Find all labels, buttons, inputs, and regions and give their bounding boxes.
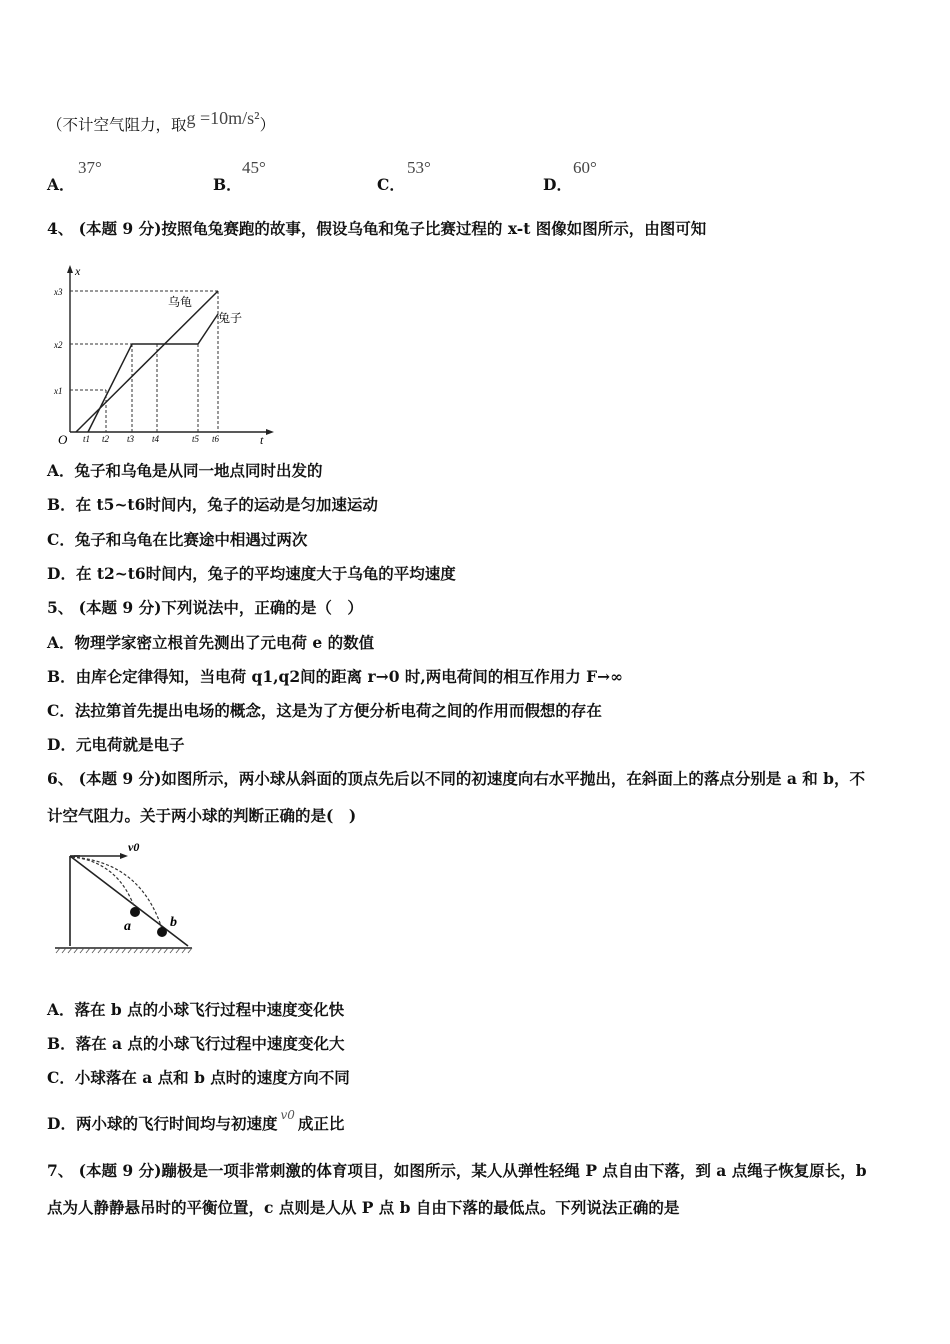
q3-option-c-letter[interactable]: C． [377, 175, 405, 194]
q5-stem: 5、 (本题 9 分)下列说法中，正确的是（ ） [47, 598, 363, 617]
tortoise-line [76, 291, 218, 432]
point-a-label: a [124, 919, 131, 934]
origin-label: O [58, 432, 68, 444]
q6-stem-line1: 6、 (本题 9 分)如图所示，两小球从斜面的顶点先后以不同的初速度向右水平抛出，在斜面上的落点分别是 a 和 b，不 [47, 769, 865, 788]
q3-option-a-letter[interactable]: A． [47, 175, 75, 194]
q5-option-b[interactable]: B．由库仑定律得知，当电荷 q1,q2间的距离 r→0 时,两电荷间的相互作用力 F→∞ [47, 667, 624, 686]
x-tick-t3: t3 [127, 434, 135, 444]
x-tick-t1: t1 [83, 434, 91, 444]
q3-option-b-letter[interactable]: B． [213, 175, 242, 194]
y-tick-x3: x3 [54, 287, 63, 297]
x-tick-t6: t6 [212, 434, 220, 444]
q5-option-a[interactable]: A．物理学家密立根首先测出了元电荷 e 的数值 [47, 633, 375, 652]
header-note [47, 108, 276, 135]
header-note-text: （不计空气阻力，取 [47, 116, 187, 134]
y-axis-arrow [67, 265, 73, 273]
q4-option-a[interactable]: A．兔子和乌龟是从同一地点同时出发的 [47, 461, 323, 480]
tortoise-label: 乌龟 [168, 295, 193, 309]
ball-b [157, 927, 167, 937]
y-axis-label: x [75, 264, 81, 278]
x-tick-t5: t5 [192, 434, 200, 444]
point-b-label: b [170, 915, 177, 930]
v0-symbol: v0 [280, 1108, 295, 1122]
ball-a [130, 907, 140, 917]
q4-stem: 4、 (本题 9 分)按照龟兔赛跑的故事，假设乌龟和兔子比赛过程的 x-t 图像如图所示，由图可知 [47, 219, 707, 238]
q3-option-b-value: 45° [242, 158, 266, 177]
x-axis-arrow [266, 429, 274, 435]
q3-option-a-value: 37° [78, 158, 102, 177]
q6-option-a[interactable]: A．落在 b 点的小球飞行过程中速度变化快 [47, 1000, 345, 1019]
x-axis-label: t [260, 433, 264, 444]
q4-option-d[interactable]: D．在 t2~t6时间内，兔子的平均速度大于乌龟的平均速度 [47, 564, 456, 583]
q6-option-b[interactable]: B．落在 a 点的小球飞行过程中速度变化大 [47, 1034, 345, 1053]
q6-stem-line2: 计空气阻力。关于两小球的判断正确的是( ) [47, 806, 357, 825]
q6-option-c[interactable]: C．小球落在 a 点和 b 点时的速度方向不同 [47, 1068, 350, 1087]
q3-option-c-value: 53° [407, 158, 431, 177]
header-note-close: ） [259, 116, 276, 134]
q5-option-d[interactable]: D．元电荷就是电子 [47, 735, 185, 754]
v0-label: v0 [128, 840, 140, 854]
q7-stem-line1: 7、 (本题 9 分)蹦极是一项非常刺激的体育项目，如图所示，某人从弹性轻绳 P 点自由下落，到 a 点绳子恢复原长，b [47, 1161, 867, 1180]
q6-option-d-text: D．两小球的飞行时间均与初速度 [47, 1114, 278, 1133]
q5-option-c[interactable]: C．法拉第首先提出电场的概念，这是为了方便分析电荷之间的作用而假想的存在 [47, 701, 602, 720]
q6-incline-figure [50, 840, 200, 960]
q7-stem-line2: 点为人静静悬吊时的平衡位置，c 点则是人从 P 点 b 自由下落的最低点。下列说法正确的是 [47, 1198, 680, 1217]
q4-xt-graph [50, 262, 280, 444]
q6-option-d[interactable] [47, 1108, 345, 1135]
gravity-formula: g =10m/s² [186, 108, 260, 128]
y-tick-x2: x2 [54, 340, 63, 350]
q3-option-d-value: 60° [573, 158, 597, 177]
q6-option-d-tail: 成正比 [297, 1114, 345, 1133]
q3-option-d-letter[interactable]: D． [543, 175, 572, 194]
x-tick-t2: t2 [102, 434, 110, 444]
x-tick-t4: t4 [152, 434, 160, 444]
y-tick-x1: x1 [54, 386, 63, 396]
q4-option-c[interactable]: C．兔子和乌龟在比赛途中相遇过两次 [47, 530, 308, 549]
q4-option-b[interactable]: B．在 t5~t6时间内，兔子的运动是匀加速运动 [47, 495, 378, 514]
rabbit-label: 兔子 [218, 311, 243, 325]
